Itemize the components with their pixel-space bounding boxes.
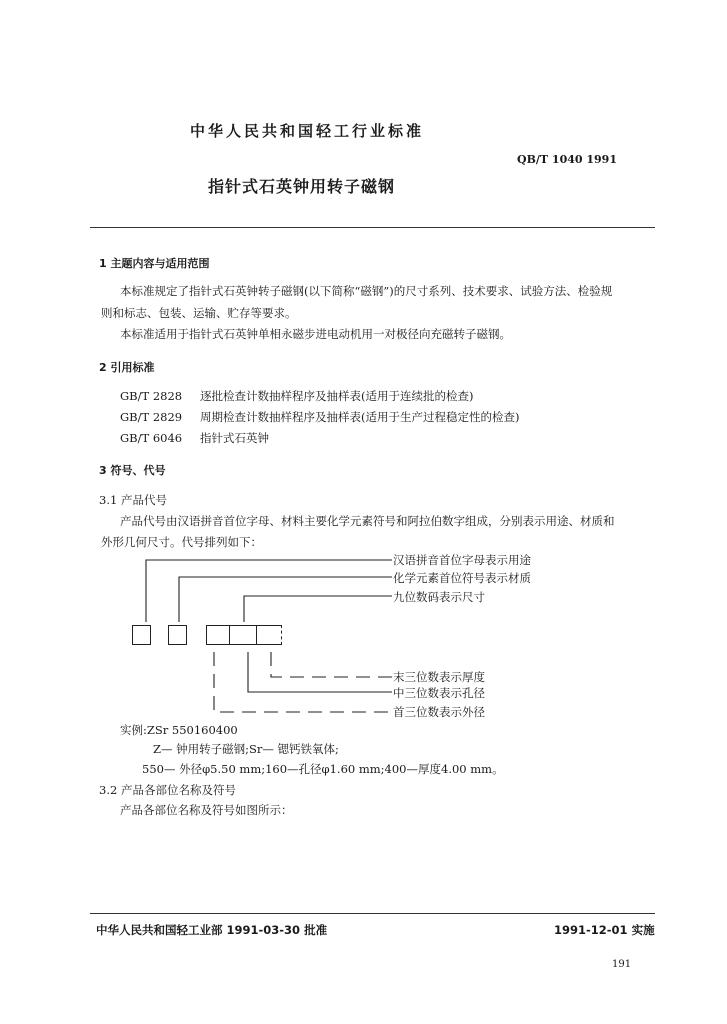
code-box-digits [206, 625, 282, 645]
section-3-1-heading: 3.1 产品代号 [99, 493, 167, 507]
standard-code: QB/T 1040 1991 [517, 153, 617, 166]
section-1-para1-line1: 本标准规定了指针式石英钟转子磁钢(以下简称“磁钢”)的尺寸系列、技术要求、试验方法、检验规 [120, 284, 613, 298]
diagram-label-purpose: 汉语拼音首位字母表示用途 [393, 553, 531, 567]
section-1-para1-line2: 则和标志、包装、运输、贮存等要求。 [101, 306, 297, 320]
code-box-divider-2 [256, 625, 257, 645]
page-number: 191 [612, 959, 632, 970]
ref-code-1: GB/T 2828 [120, 389, 183, 403]
section-3-1-line2: 外形几何尺寸。代号排列如下： [101, 535, 262, 549]
code-box-divider-1 [229, 625, 230, 645]
code-box-purpose [132, 625, 151, 645]
diagram-label-size: 九位数码表示尺寸 [393, 590, 485, 604]
ref-title-2: 周期检查计数抽样程序及抽样表(适用于生产过程稳定性的检查) [200, 410, 520, 424]
diagram-label-bore: 中三位数表示孔径 [393, 686, 485, 700]
diagram-label-material: 化学元素首位符号表示材质 [393, 571, 531, 585]
document-title: 指针式石英钟用转子磁钢 [208, 177, 396, 196]
section-3-2-heading: 3.2 产品各部位名称及符号 [99, 783, 236, 797]
section-1-heading: 1 主题内容与适用范围 [99, 257, 210, 270]
approval-info: 中华人民共和国轻工业部 1991-03-30 批准 [96, 923, 328, 937]
leader-outer [214, 652, 392, 712]
footer-divider [90, 913, 655, 914]
diagram-label-outer: 首三位数表示外径 [393, 705, 485, 719]
section-3-1-line1: 产品代号由汉语拼音首位字母、材料主要化学元素符号和阿拉伯数字组成，分别表示用途、材质和 [120, 514, 615, 528]
effective-date: 1991-12-01 实施 [554, 923, 655, 937]
issuing-authority: 中华人民共和国轻工行业标准 [190, 122, 425, 140]
section-2-heading: 2 引用标准 [99, 361, 155, 374]
leader-purpose [146, 560, 392, 622]
ref-code-3: GB/T 6046 [120, 431, 183, 445]
ref-code-2: GB/T 2829 [120, 410, 183, 424]
leader-bore [248, 652, 392, 692]
code-box-material [168, 625, 187, 645]
leader-thickness [271, 652, 392, 677]
example-code: 实例:ZSr 550160400 [120, 723, 238, 737]
diagram-label-thickness: 末三位数表示厚度 [393, 670, 485, 684]
section-3-2-line1: 产品各部位名称及符号如图所示： [120, 803, 293, 817]
leader-size [244, 596, 392, 622]
ref-title-1: 逐批检查计数抽样程序及抽样表(适用于连续批的检查) [200, 389, 474, 403]
leader-material [179, 577, 392, 622]
example-explanation-2: 550— 外径φ5.50 mm;160—孔径φ1.60 mm;400—厚度4.00 mm。 [142, 762, 504, 776]
example-explanation-1: Z— 钟用转子磁钢;Sr— 锶钙铁氧体; [153, 742, 339, 756]
ref-title-3: 指针式石英钟 [200, 431, 269, 445]
section-1-para2: 本标准适用于指针式石英钟单相永磁步进电动机用一对极径向充磁转子磁钢。 [120, 327, 511, 341]
section-3-heading: 3 符号、代号 [99, 464, 166, 477]
